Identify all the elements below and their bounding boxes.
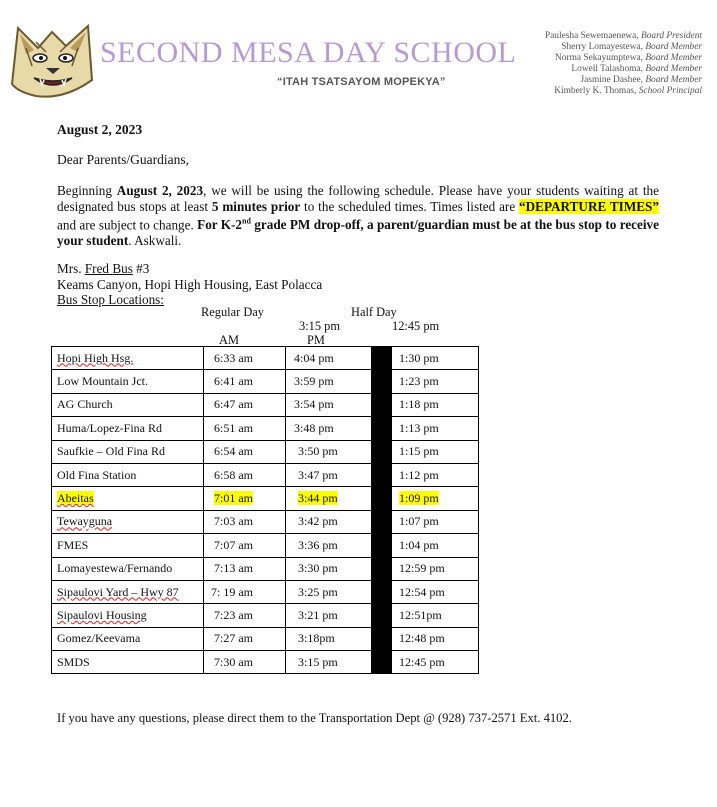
pm-time: 3:25 pm [298, 584, 338, 599]
pm-time-cell [286, 651, 372, 674]
half-day-time: 1:15 pm [399, 444, 439, 459]
pm-time: 3:36 pm [298, 537, 338, 552]
board-member [545, 31, 702, 42]
board-member-name: Kimberly K. Thomas, [554, 85, 639, 96]
am-time-cell [204, 487, 286, 510]
table-row [52, 604, 479, 627]
stop-name-cell [52, 393, 204, 416]
half-day-time: 1:13 pm [399, 420, 439, 435]
para-departure-times: “DEPARTURE TIMES” [519, 198, 659, 214]
am-time-cell [204, 627, 286, 650]
pm-time: 3:50 pm [298, 444, 338, 459]
stop-name-cell [52, 651, 204, 674]
am-time-cell [204, 534, 286, 557]
half-day-time-cell [392, 463, 479, 486]
half-day-time-cell [392, 604, 479, 627]
stop-name-cell [52, 370, 204, 393]
stop-name-cell [52, 487, 204, 510]
table-row [52, 510, 479, 533]
stop-name: Saufkie – Old Fina Rd [57, 444, 165, 459]
bus-stops-label: Bus Stop Locations: [57, 292, 164, 308]
board-member-role: Board Member [645, 74, 702, 85]
header-regular-day: Regular Day [201, 305, 264, 319]
board-member [545, 64, 702, 75]
para-minutes-prior: 5 minutes prior [211, 198, 301, 214]
bus-info [57, 261, 322, 308]
am-time: 7:27 am [214, 631, 253, 646]
half-day-time: 1:07 pm [399, 514, 439, 529]
table-row [52, 393, 479, 416]
pm-time: 3:59 pm [294, 374, 334, 389]
letter-date: August 2, 2023 [57, 122, 143, 137]
table-row [52, 557, 479, 580]
am-time: 7:23 am [214, 607, 253, 622]
am-time: 7:03 am [214, 514, 253, 529]
stop-name: Sipaulovi Yard – Hwy 87 [57, 584, 179, 599]
board-member-name: Sherry Lomayestewa, [561, 41, 646, 52]
table-row [52, 463, 479, 486]
pm-time-cell [286, 417, 372, 440]
pm-time-cell [286, 580, 372, 603]
stop-name: Abeitas [57, 491, 94, 506]
am-time: 6:58 am [214, 467, 253, 482]
para-text: . Askwali. [128, 232, 182, 248]
board-member [545, 53, 702, 64]
driver-name: Fred [84, 261, 110, 276]
half-day-time-cell [392, 393, 479, 416]
pm-time: 3:15 pm [298, 654, 338, 669]
letter-footer: If you have any questions, please direct them to the Transportation Dept @ (928) 737-2571 Ext. 4102. [57, 711, 572, 725]
pm-time-cell [286, 347, 372, 370]
bus-number: #3 [132, 261, 150, 276]
table-row [52, 627, 479, 650]
am-time-cell [204, 580, 286, 603]
pm-time-cell [286, 604, 372, 627]
board-member-name: Norma Sekayumptewa, [554, 52, 646, 63]
divider-cell [372, 347, 392, 370]
pm-time-cell [286, 463, 372, 486]
bus-word: Bus [112, 261, 133, 276]
header-1245: 12:45 pm [392, 319, 440, 333]
board-member-role: Board Member [645, 52, 702, 63]
table-row [52, 487, 479, 510]
letter-greeting: Dear Parents/Guardians, [57, 152, 189, 167]
divider-cell [372, 651, 392, 674]
pm-time: 3:30 pm [298, 561, 338, 576]
half-day-time-cell [392, 557, 479, 580]
header-am: AM [219, 333, 239, 347]
am-time-cell [204, 604, 286, 627]
am-time: 7:07 am [214, 537, 253, 552]
stop-name-cell [52, 627, 204, 650]
am-time-cell [204, 370, 286, 393]
am-time-cell [204, 347, 286, 370]
am-time-cell [204, 510, 286, 533]
divider-cell [372, 604, 392, 627]
stop-name: FMES [57, 537, 89, 552]
letter-paragraph [57, 183, 659, 248]
divider-cell [372, 440, 392, 463]
pm-time-cell [286, 487, 372, 510]
pm-time: 3:42 pm [298, 514, 338, 529]
pm-time-cell [286, 393, 372, 416]
stop-name: Lomayestewa/Fernando [57, 561, 173, 576]
am-time: 7:01 am [214, 491, 253, 506]
half-day-time-cell [392, 487, 479, 510]
am-time-cell [204, 557, 286, 580]
para-k2-text: For K-2 [197, 217, 243, 233]
half-day-time-cell [392, 534, 479, 557]
stop-name: SMDS [57, 654, 90, 669]
half-day-time: 12:51pm [399, 607, 442, 622]
para-text: and are subject to change. [57, 217, 198, 233]
stop-name-cell [52, 580, 204, 603]
am-time: 6:54 am [214, 444, 253, 459]
board-member [545, 42, 702, 53]
stop-name-cell [52, 534, 204, 557]
half-day-time-cell [392, 651, 479, 674]
pm-time-cell [286, 557, 372, 580]
table-row [52, 370, 479, 393]
divider-cell [372, 580, 392, 603]
stop-name: Low Mountain Jct. [57, 374, 148, 389]
board-member-role: Board Member [645, 63, 702, 74]
half-day-time: 12:54 pm [399, 584, 445, 599]
board-member-name: Jasmine Dashee, [580, 74, 646, 85]
bus-driver-line [57, 261, 322, 277]
half-day-time: 1:30 pm [399, 350, 439, 365]
table-row [52, 440, 479, 463]
pm-time-cell [286, 510, 372, 533]
para-text: to the scheduled times. Times listed are [300, 198, 520, 214]
stop-name-cell [52, 604, 204, 627]
divider-cell [372, 510, 392, 533]
half-day-time-cell [392, 510, 479, 533]
board-members-list [545, 31, 702, 96]
table-row [52, 651, 479, 674]
school-motto: “ITAH TSATSAYOM MOPEKYA” [277, 76, 446, 88]
pm-time: 3:48 pm [294, 420, 334, 435]
half-day-time: 1:12 pm [399, 467, 439, 482]
pm-time: 3:44 pm [298, 491, 338, 506]
schedule-body [52, 347, 479, 674]
divider-cell [372, 534, 392, 557]
half-day-time: 12:45 pm [399, 654, 445, 669]
am-time: 7: 19 am [211, 584, 253, 599]
driver-prefix: Mrs. [57, 261, 85, 276]
stop-name-cell [52, 557, 204, 580]
am-time: 6:47 am [214, 397, 253, 412]
board-member-role: School Principal [638, 85, 702, 96]
board-member-role: Board President [640, 31, 702, 41]
am-time-cell [204, 440, 286, 463]
pm-time-cell [286, 440, 372, 463]
divider-cell [372, 557, 392, 580]
table-row [52, 347, 479, 370]
divider-cell [372, 627, 392, 650]
table-row [52, 580, 479, 603]
divider-cell [372, 487, 392, 510]
am-time: 6:41 am [214, 374, 253, 389]
half-day-time-cell [392, 347, 479, 370]
board-member [545, 86, 702, 97]
stop-name: Old Fina Station [57, 467, 137, 482]
am-time-cell [204, 417, 286, 440]
school-name: SECOND MESA DAY SCHOOL [100, 36, 517, 69]
half-day-time: 1:04 pm [399, 537, 439, 552]
para-k2-text: grade PM drop-off, a parent/guardian must be at the bus stop to receive your student [57, 217, 659, 248]
stop-name: Hopi High Hsg. [57, 350, 134, 365]
divider-cell [372, 417, 392, 440]
table-row [52, 417, 479, 440]
am-time-cell [204, 393, 286, 416]
stop-name: Huma/Lopez-Fina Rd [57, 420, 162, 435]
half-day-time-cell [392, 370, 479, 393]
am-time-cell [204, 651, 286, 674]
divider-cell [372, 370, 392, 393]
header-pm: PM [307, 333, 325, 347]
pm-time: 4:04 pm [294, 350, 334, 365]
am-time-cell [204, 463, 286, 486]
half-day-time-cell [392, 417, 479, 440]
divider-cell [372, 393, 392, 416]
board-member-role: Board Member [645, 41, 702, 52]
stop-name-cell [52, 463, 204, 486]
para-start-date: August 2, 2023 [116, 183, 204, 198]
stop-name-cell [52, 347, 204, 370]
pm-time: 3:18pm [298, 631, 335, 646]
am-time: 6:51 am [214, 420, 253, 435]
para-k2-sup: nd [242, 217, 251, 226]
half-day-time-cell [392, 580, 479, 603]
stop-name-cell [52, 417, 204, 440]
stop-name: Gomez/Keevama [57, 631, 141, 646]
half-day-time: 1:18 pm [399, 397, 439, 412]
header-315: 3:15 pm [299, 319, 340, 333]
half-day-time: 1:23 pm [399, 374, 439, 389]
board-member [545, 75, 702, 86]
pm-time: 3:47 pm [298, 467, 338, 482]
pm-time-cell [286, 534, 372, 557]
half-day-time: 1:09 pm [399, 491, 439, 506]
stop-name-cell [52, 440, 204, 463]
half-day-time-cell [392, 627, 479, 650]
am-time: 6:33 am [214, 350, 253, 365]
table-row [52, 534, 479, 557]
bus-schedule-table [51, 346, 479, 674]
para-text: , we will be using the following schedule. Please have your students waiting at the designated bus stops at least [57, 183, 660, 214]
stop-name: AG Church [57, 397, 113, 412]
half-day-time-cell [392, 440, 479, 463]
pm-time: 3:21 pm [298, 607, 338, 622]
half-day-time: 12:59 pm [399, 561, 445, 576]
pm-time-cell [286, 627, 372, 650]
stop-name: Sipaulovi Housing [57, 607, 147, 622]
stop-name-cell [52, 510, 204, 533]
bobcat-logo-icon [6, 18, 98, 100]
am-time: 7:13 am [214, 561, 253, 576]
para-text: Beginning [57, 183, 117, 198]
divider-cell [372, 463, 392, 486]
am-time: 7:30 am [214, 654, 253, 669]
bus-route: Keams Canyon, Hopi High Housing, East Polacca [57, 276, 323, 292]
half-day-time: 12:48 pm [399, 631, 445, 646]
pm-time: 3:54 pm [294, 397, 334, 412]
board-member-name: Lowell Talashoma, [571, 63, 646, 74]
pm-time-cell [286, 370, 372, 393]
stop-name: Tewayguna [57, 514, 113, 529]
header-half-day: Half Day [351, 305, 397, 319]
board-member-name: Paulesha Sewemaenewa, [544, 31, 641, 41]
